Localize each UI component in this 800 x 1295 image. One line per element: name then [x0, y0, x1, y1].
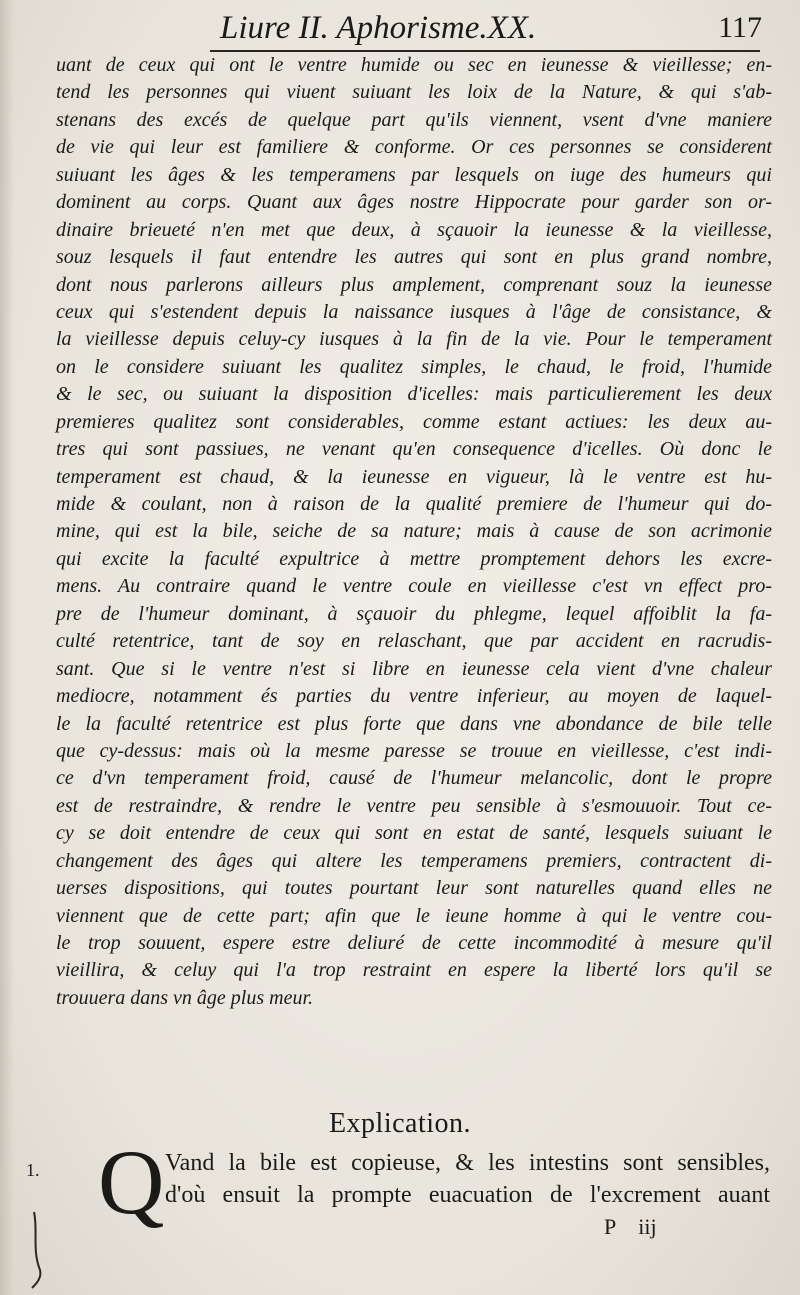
text-line: est de restraindre, & rendre le ventre peu sensible à s'esmouuoir. Tout ce-	[56, 794, 772, 817]
text-line: stenans des excés de quelque part qu'ils viennent, vsent d'vne maniere	[56, 108, 772, 131]
text-line: la vieillesse depuis celuy-cy iusques à la fin de la vie. Pour le temperament	[56, 328, 772, 351]
text-line: uant de ceux qui ont le ventre humide ou sec en ieunesse & vieillesse; en-	[56, 54, 772, 76]
text-line: changement des âges qui altere les temperamens premiers, contractent di-	[56, 849, 772, 872]
page-number: 117	[718, 11, 762, 44]
text-line: tend les personnes qui viuent suiuant les loix de la Nature, & qui s'ab-	[56, 81, 772, 104]
text-line: mediocre, notamment és parties du ventre inferieur, au moyen de laquel-	[56, 685, 772, 708]
text-line: le la faculté retentrice est plus forte que dans vne abondance de bile telle	[56, 712, 772, 735]
text-line: temperament est chaud, & la ieunesse en vigueur, là le ventre est hu-	[56, 465, 772, 488]
running-title: Liure II. Aphorisme.XX.	[220, 10, 537, 46]
signature-numeral: iij	[638, 1214, 657, 1239]
text-line: qui excite la faculté expultrice à mettre promptement dehors les excre-	[56, 547, 772, 570]
text-line: dinaire brieueté n'en met que deux, à sçauoir la ieunesse & la vieillesse,	[56, 218, 772, 241]
text-line: mine, qui est la bile, seiche de sa nature; mais à cause de son acrimonie	[56, 520, 772, 543]
text-line: suiuant les âges & les temperamens par lesquels on iuge des humeurs qui	[56, 163, 772, 186]
margin-pen-mark	[28, 1210, 48, 1290]
aphorism-commentary-text	[56, 52, 772, 1012]
text-line: vieillira, & celuy qui l'a trop restraint en espere la liberté lors qu'il se	[56, 959, 772, 982]
explication-line: Vand la bile est copieuse, & les intestins sont sensibles,	[165, 1150, 770, 1176]
text-line: cy se doit entendre de ceux qui sont en estat de santé, lesquels suiuant le	[56, 822, 772, 845]
text-line: ce d'vn temperament froid, causé de l'humeur melancolic, dont le propre	[56, 767, 772, 790]
section-heading: Explication.	[328, 1108, 472, 1139]
text-line: uerses dispositions, qui toutes pourtant leur sont naturelles quand elles ne	[56, 877, 772, 900]
text-line: dominent au corps. Quant aux âges nostre Hippocrate pour garder son or-	[56, 191, 772, 214]
text-line: pre de l'humeur dominant, à sçauoir du phlegme, lequel affoiblit la fa-	[56, 602, 772, 625]
drop-cap: Q	[98, 1131, 165, 1233]
text-line: que cy-dessus: mais où la mesme paresse se trouue en vieillesse, c'est indi-	[56, 739, 772, 762]
text-line: trouuera dans vn âge plus meur.	[56, 986, 314, 1009]
text-line: de vie qui leur est familiere & conforme. Or ces personnes se considerent	[56, 136, 772, 159]
paragraph-number: 1.	[26, 1160, 40, 1180]
running-header	[220, 8, 780, 48]
text-line: culté retentrice, tant de soy en relaschant, que par accident en racrudis-	[56, 630, 772, 653]
text-line: viennent que de cette part; afin que le ieune homme à qui le ventre cou-	[56, 904, 772, 927]
explication-line: d'où ensuit la prompte euacuation de l'excrement auant	[165, 1182, 770, 1208]
text-line: premieres qualitez sont considerables, comme estant actiues: les deux au-	[56, 410, 772, 433]
text-line: ceux qui s'estendent depuis la naissance iusques à l'âge de consistance, &	[56, 300, 772, 323]
signature-letter: P	[604, 1214, 617, 1239]
text-line: sant. Que si le ventre n'est si libre en ieunesse cela vient d'vne chaleur	[56, 657, 772, 680]
text-line: tres qui sont passiues, ne venant qu'en consequence d'icelles. Où donc le	[56, 438, 772, 461]
text-line: le trop souuent, espere estre deliuré de cette incommodité à mesure qu'il	[56, 932, 772, 954]
text-line: mide & coulant, non à raison de la qualité premiere de l'humeur qui do-	[56, 493, 772, 515]
text-line: souz lesquels il faut entendre les autres qui sont en plus grand nombre,	[56, 246, 772, 269]
text-line: & le sec, ou suiuant la disposition d'icelles: mais particulierement les deux	[56, 383, 772, 406]
page-gutter-shadow	[0, 0, 14, 1295]
text-line: dont nous parlerons ailleurs plus amplement, comprenant souz la ieunesse	[56, 273, 772, 296]
text-line: on le considere suiuant les qualitez simples, le chaud, le froid, l'humide	[56, 355, 772, 378]
signature-mark	[604, 1214, 657, 1240]
text-line: mens. Au contraire quand le ventre coule en vieillesse c'est vn effect pro-	[56, 575, 772, 598]
